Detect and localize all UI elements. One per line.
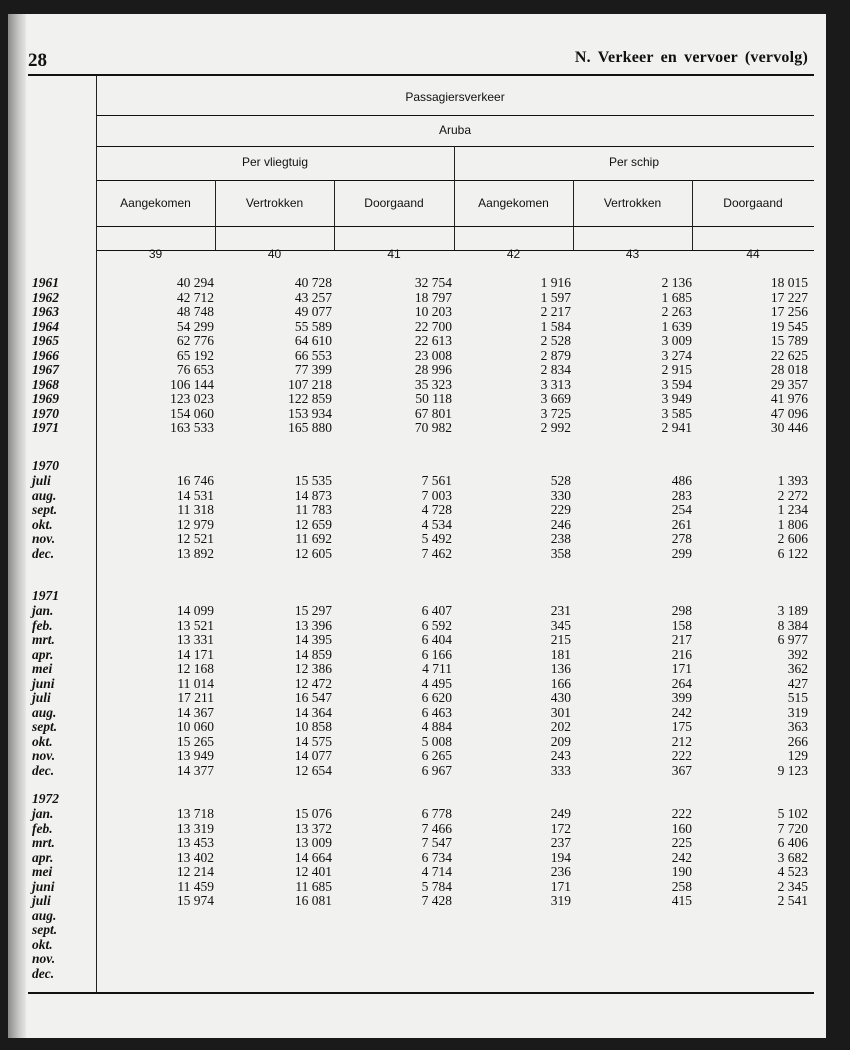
table-cell: 258	[671, 878, 692, 894]
row-label: okt.	[32, 516, 53, 532]
rule-under-group	[96, 115, 814, 116]
table-cell: 171	[550, 878, 571, 894]
table-cell: 237	[550, 835, 571, 850]
table-cell: 231	[550, 603, 571, 618]
table-cell: 18 015	[770, 275, 808, 290]
row-label: juli	[32, 893, 51, 908]
table-cell: 12 654	[294, 762, 332, 778]
table-cell: 14 395	[294, 632, 332, 647]
table-cell: 2 272	[777, 487, 808, 503]
table-cell: 1 685	[661, 289, 692, 305]
table-cell: 515	[787, 690, 808, 705]
table-cell: 11 783	[295, 502, 332, 517]
table-cell: 358	[550, 545, 571, 561]
column-label: Aangekomen	[120, 196, 191, 210]
row-label: jan.	[32, 603, 54, 618]
row-label: 1969	[32, 391, 59, 406]
table-cell: 2 136	[661, 275, 692, 290]
table-cell: 2 345	[777, 878, 808, 894]
table-cell: 392	[787, 646, 808, 662]
table-cell: 243	[550, 748, 571, 763]
table-cell: 415	[671, 893, 692, 908]
table-cell: 122 859	[288, 391, 332, 406]
row-label: feb.	[32, 617, 53, 633]
table-cell: 1 234	[777, 502, 808, 517]
table-cell: 18 797	[414, 289, 452, 305]
table-cell: 2 915	[661, 362, 692, 377]
year-heading: 1972	[32, 791, 59, 806]
row-label: 1961	[32, 275, 59, 290]
table-cell: 6 407	[421, 603, 452, 618]
page-number: 28	[28, 50, 47, 71]
table-cell: 41 976	[770, 391, 808, 406]
table-cell: 54 299	[176, 318, 214, 334]
table-cell: 333	[550, 762, 571, 778]
document-page	[8, 14, 826, 1038]
table-cell: 6 620	[421, 690, 452, 705]
table-cell: 62 776	[176, 333, 214, 348]
row-label: 1970	[32, 405, 59, 421]
table-cell: 3 682	[777, 849, 808, 865]
table-cell: 362	[787, 661, 808, 676]
table-cell: 4 884	[421, 719, 452, 734]
column-number: 44	[746, 247, 760, 261]
column-number: 43	[625, 247, 640, 261]
column-label: Vertrokken	[245, 196, 304, 210]
table-cell: 266	[787, 733, 808, 749]
table-cell: 13 319	[176, 820, 214, 836]
table-cell: 1 393	[777, 473, 808, 488]
table-cell: 190	[671, 864, 692, 879]
table-cell: 399	[671, 690, 692, 705]
table-cell: 430	[550, 690, 571, 705]
table-cell: 2 263	[661, 304, 692, 319]
table-cell: 5 102	[777, 806, 808, 821]
table-cell: 14 873	[294, 487, 332, 503]
table-cell: 64 610	[294, 333, 332, 348]
row-label: dec.	[32, 965, 55, 981]
table-cell: 13 453	[176, 835, 214, 850]
column-label: Doorgaand	[364, 196, 424, 210]
table-cell: 229	[550, 502, 571, 517]
table-cell: 77 399	[294, 362, 332, 377]
table-cell: 10 060	[176, 719, 214, 734]
rule-under-transport	[96, 180, 814, 181]
row-label: okt.	[32, 733, 53, 749]
table-cell: 13 009	[294, 835, 332, 850]
table-cell: 14 364	[294, 704, 332, 720]
column-number: 39	[148, 247, 163, 261]
row-label: 1967	[32, 362, 59, 377]
table-cell: 249	[550, 806, 571, 821]
table-cell: 11 014	[177, 675, 214, 691]
table-cell: 363	[787, 719, 808, 734]
row-label: 1966	[32, 347, 59, 363]
year-heading: 1970	[32, 458, 59, 473]
table-cell: 12 521	[176, 531, 214, 546]
table-cell: 10 203	[414, 304, 452, 319]
table-cell: 13 402	[176, 849, 214, 865]
table-cell: 345	[550, 617, 571, 633]
table-cell: 6 404	[421, 632, 452, 647]
table-cell: 165 880	[288, 420, 332, 435]
table-cell: 194	[550, 849, 571, 865]
table-cell: 22 613	[414, 333, 452, 348]
table-cell: 40 294	[176, 275, 214, 290]
column-number: 41	[387, 247, 401, 261]
table-cell: 15 789	[770, 333, 808, 348]
column-divider	[334, 180, 335, 250]
table-cell: 11 692	[295, 531, 332, 546]
row-label: 1963	[32, 304, 59, 319]
table-cell: 11 685	[295, 878, 332, 894]
table-cell: 14 575	[294, 733, 332, 749]
table-cell: 17 256	[770, 304, 808, 319]
table-cell: 2 879	[540, 347, 571, 363]
table-cell: 236	[550, 864, 571, 879]
table-cell: 107 218	[288, 376, 332, 392]
table-cell: 3 189	[777, 603, 808, 618]
row-label: apr.	[32, 849, 54, 865]
table-cell: 16 547	[294, 690, 332, 705]
table-cell: 1 584	[540, 318, 571, 334]
section-title: N. Verkeer en vervoer (vervolg)	[574, 49, 808, 66]
row-label: 1971	[32, 420, 59, 435]
table-cell: 7 561	[421, 473, 452, 488]
row-label: juli	[32, 473, 51, 488]
table-cell: 154 060	[170, 405, 214, 421]
table-cell: 222	[671, 748, 692, 763]
row-label: mei	[32, 661, 53, 676]
table-cell: 13 396	[294, 617, 332, 633]
table-cell: 12 214	[176, 864, 214, 879]
table-cell: 217	[671, 632, 692, 647]
table-cell: 14 859	[294, 646, 332, 662]
table-cell: 66 553	[294, 347, 332, 363]
table-cell: 32 754	[414, 275, 452, 290]
table-cell: 319	[550, 893, 571, 908]
row-label: okt.	[32, 936, 53, 952]
table-cell: 19 545	[770, 318, 808, 334]
table-cell: 330	[550, 487, 571, 503]
table-cell: 15 535	[294, 473, 332, 488]
table-cell: 65 192	[176, 347, 214, 363]
table-cell: 6 463	[421, 704, 452, 720]
table-cell: 222	[671, 806, 692, 821]
table-cell: 13 949	[176, 748, 214, 763]
table-cell: 298	[671, 603, 692, 618]
table-cell: 3 669	[540, 391, 571, 406]
column-label: Aangekomen	[478, 196, 549, 210]
row-label: juni	[32, 878, 55, 894]
column-divider	[692, 180, 693, 250]
row-label: 1968	[32, 376, 59, 392]
column-number: 40	[267, 247, 282, 261]
row-label: dec.	[32, 545, 55, 561]
table-cell: 238	[550, 531, 571, 546]
table-cell: 49 077	[294, 304, 332, 319]
table-cell: 55 589	[294, 318, 332, 334]
table-cell: 3 313	[540, 376, 571, 392]
row-label: juli	[32, 690, 51, 705]
table-cell: 6 166	[421, 646, 452, 662]
table-cell: 2 217	[540, 304, 571, 319]
table-cell: 2 834	[540, 362, 571, 377]
rule-under-column-labels	[96, 226, 814, 227]
row-label: mrt.	[32, 632, 55, 647]
table-cell: 301	[550, 704, 571, 720]
table-cell: 160	[671, 820, 692, 836]
table-cell: 106 144	[170, 376, 214, 392]
table-cell: 166	[550, 675, 571, 691]
table-cell: 367	[671, 762, 692, 778]
table-cell: 153 934	[288, 405, 332, 421]
table-cell: 17 227	[770, 289, 808, 305]
table-cell: 13 718	[176, 806, 214, 821]
table-cell: 4 534	[421, 516, 452, 532]
table-cell: 225	[671, 835, 692, 850]
table-cell: 2 528	[540, 333, 571, 348]
row-label: nov.	[32, 531, 56, 546]
table-cell: 202	[550, 719, 571, 734]
table-cell: 261	[671, 516, 692, 532]
rule-under-subgroup	[96, 146, 814, 147]
table-cell: 10 858	[294, 719, 332, 734]
table-cell: 486	[671, 473, 692, 488]
column-label: Vertrokken	[603, 196, 662, 210]
row-label: dec.	[32, 762, 55, 778]
table-cell: 264	[671, 675, 692, 691]
row-label: juni	[32, 675, 55, 691]
table-cell: 29 357	[770, 376, 808, 392]
table-cell: 15 974	[176, 893, 214, 908]
table-cell: 171	[671, 661, 692, 676]
table-cell: 181	[550, 646, 571, 662]
table-cell: 16 081	[294, 893, 332, 908]
table-cell: 3 725	[540, 405, 571, 421]
table-cell: 16 746	[176, 473, 214, 488]
table-cell: 14 171	[176, 646, 214, 662]
table-cell: 283	[671, 487, 692, 503]
table-cell: 28 996	[414, 362, 452, 377]
table-cell: 15 265	[176, 733, 214, 749]
row-label: 1964	[32, 318, 59, 334]
table-cell: 12 605	[294, 545, 332, 561]
table-cell: 5 492	[421, 531, 452, 546]
table-cell: 12 472	[294, 675, 332, 691]
row-label: aug.	[32, 487, 57, 503]
table-cell: 22 700	[414, 318, 452, 334]
row-label: mei	[32, 864, 53, 879]
table-cell: 47 096	[770, 405, 808, 421]
row-label: 1965	[32, 333, 59, 348]
table-cell: 7 462	[421, 545, 452, 561]
table-cell: 6 967	[421, 762, 452, 778]
row-label: feb.	[32, 820, 53, 836]
table-cell: 7 720	[777, 820, 808, 836]
table-cell: 17 211	[177, 690, 214, 705]
table-cell: 246	[550, 516, 571, 532]
table-cell: 4 495	[421, 675, 452, 691]
table-cell: 158	[671, 617, 692, 633]
table-cell: 12 979	[176, 516, 214, 532]
table-cell: 7 547	[421, 835, 452, 850]
table-cell: 3 009	[661, 333, 692, 348]
table-cell: 2 541	[777, 893, 808, 908]
table-cell: 4 728	[421, 502, 452, 517]
table-cell: 7 428	[421, 893, 452, 908]
row-label: aug.	[32, 907, 57, 923]
table-cell: 67 801	[414, 405, 452, 421]
row-label: nov.	[32, 951, 56, 966]
table-cell: 3 585	[661, 405, 692, 421]
table-cell: 216	[671, 646, 692, 662]
header-subgroup: Aruba	[438, 123, 472, 137]
table-cell: 4 714	[421, 864, 452, 879]
table-cell: 3 274	[661, 347, 692, 363]
year-heading: 1971	[32, 588, 59, 603]
table-cell: 3 949	[661, 391, 692, 406]
table-cell: 242	[671, 849, 692, 865]
table-cell: 14 531	[176, 487, 214, 503]
table-bottom-rule	[28, 992, 814, 994]
row-label: 1962	[32, 289, 59, 305]
table-cell: 15 076	[294, 806, 332, 821]
table-cell: 212	[671, 733, 692, 749]
table-cell: 12 401	[294, 864, 332, 879]
table-cell: 1 806	[777, 516, 808, 532]
row-label: jan.	[32, 806, 54, 821]
table-cell: 28 018	[770, 362, 808, 377]
table-cell: 7 466	[421, 820, 452, 836]
table-cell: 1 639	[661, 318, 692, 334]
table-cell: 14 099	[176, 603, 214, 618]
table-cell: 6 977	[777, 632, 808, 647]
table-cell: 13 331	[176, 632, 214, 647]
table-cell: 7 003	[421, 487, 452, 503]
table-cell: 2 606	[777, 531, 808, 546]
table-cell: 11 318	[177, 502, 214, 517]
table-cell: 76 653	[176, 362, 214, 377]
table-cell: 1 916	[540, 275, 571, 290]
table-cell: 8 384	[777, 617, 808, 633]
table-cell: 48 748	[176, 304, 214, 319]
table-cell: 12 168	[176, 661, 214, 676]
table-cell: 6 265	[421, 748, 452, 763]
table-cell: 528	[550, 473, 571, 488]
row-label: sept.	[32, 502, 58, 517]
table-cell: 6 406	[777, 835, 808, 850]
table-cell: 14 367	[176, 704, 214, 720]
table-cell: 35 323	[414, 376, 452, 392]
table-cell: 12 386	[294, 661, 332, 676]
header-sea: Per schip	[608, 155, 660, 169]
table-cell: 23 008	[414, 347, 452, 363]
table-cell: 40 728	[294, 275, 332, 290]
table-cell: 175	[671, 719, 692, 734]
row-label: aug.	[32, 704, 57, 720]
table-cell: 163 533	[170, 420, 214, 435]
row-label: sept.	[32, 922, 58, 937]
table-cell: 13 892	[176, 545, 214, 561]
table-cell: 278	[671, 531, 692, 546]
table-cell: 4 523	[777, 864, 808, 879]
table-cell: 6 734	[421, 849, 452, 865]
table-cell: 9 123	[777, 762, 808, 778]
column-divider	[573, 180, 574, 250]
column-number: 42	[506, 247, 521, 261]
table-cell: 70 982	[414, 420, 452, 435]
table-cell: 50 118	[415, 391, 452, 406]
table-cell: 209	[550, 733, 571, 749]
table-cell: 6 592	[421, 617, 452, 633]
table-cell: 43 257	[294, 289, 332, 305]
table-cell: 22 625	[770, 347, 808, 363]
table-cell: 427	[787, 675, 808, 691]
table-cell: 2 992	[540, 420, 571, 435]
table-cell: 1 597	[540, 289, 571, 305]
table-cell: 299	[671, 545, 692, 561]
row-label: nov.	[32, 748, 56, 763]
row-label: apr.	[32, 646, 54, 662]
table-cell: 319	[787, 704, 808, 720]
table-cell: 13 521	[176, 617, 214, 633]
table-cell: 2 941	[661, 420, 692, 435]
page-binding-shadow	[8, 14, 26, 1038]
table-cell: 13 372	[294, 820, 332, 836]
table-cell: 5 008	[421, 733, 452, 749]
table-cell: 215	[550, 632, 571, 647]
table-cell: 123 023	[170, 391, 214, 406]
table-cell: 254	[671, 502, 692, 517]
table-cell: 136	[550, 661, 571, 676]
table-cell: 15 297	[294, 603, 332, 618]
column-label: Doorgaand	[723, 196, 783, 210]
table-cell: 42 712	[176, 289, 214, 305]
column-divider	[215, 180, 216, 250]
row-label: mrt.	[32, 835, 55, 850]
table-cell: 11 459	[177, 878, 214, 894]
row-label: sept.	[32, 719, 58, 734]
table-cell: 14 077	[294, 748, 332, 763]
table-cell: 3 594	[661, 376, 692, 392]
table-cell: 12 659	[294, 516, 332, 532]
table-cell: 14 377	[176, 762, 214, 778]
table-cell: 172	[550, 820, 571, 836]
table-cell: 4 711	[422, 661, 452, 676]
table-cell: 14 664	[294, 849, 332, 865]
header-group: Passagiersverkeer	[405, 90, 505, 104]
header-air: Per vliegtuig	[241, 155, 309, 169]
table-cell: 242	[671, 704, 692, 720]
table-cell: 30 446	[770, 420, 808, 435]
table-top-rule	[28, 74, 814, 76]
table-cell: 129	[787, 748, 808, 763]
table-cell: 5 784	[421, 878, 452, 894]
table-cell: 6 122	[777, 545, 808, 561]
table-cell: 6 778	[421, 806, 452, 821]
